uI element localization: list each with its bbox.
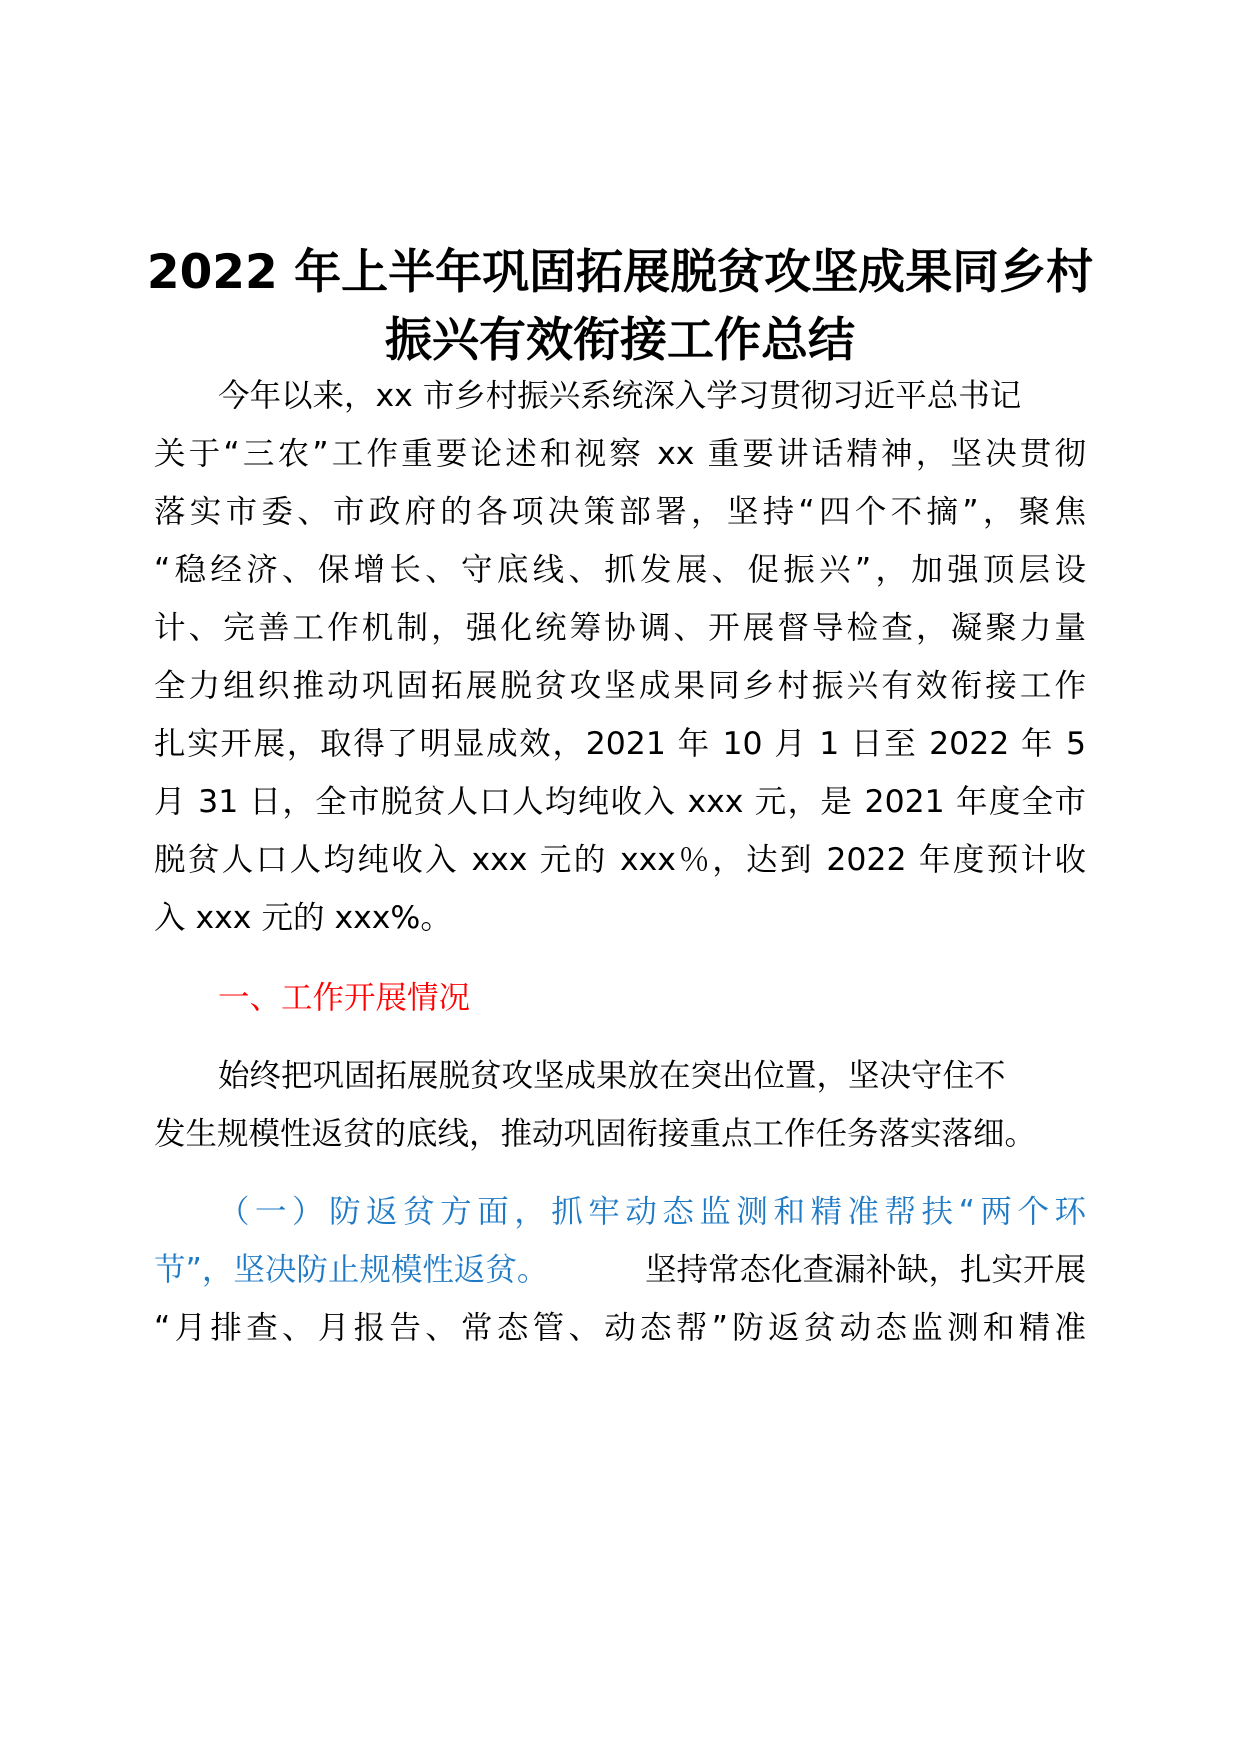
section1-line-2: 发生规模性返贫的底线，推动巩固衔接重点工作任务落实落细。	[154, 1116, 1037, 1152]
section1-line-1: 始终把巩固拓展脱贫攻坚成果放在突出位置，坚决守住不	[218, 1058, 1006, 1094]
intro-line-8: 月 31 日，全市脱贫人口人均纯收入 xxx 元，是 2021 年度全市	[154, 784, 1086, 820]
subsection1-line-3: “月排查、月报告、常态管、动态帮”防返贫动态监测和精准	[154, 1310, 1086, 1346]
subsection-heading-line-2: 节”，坚决防止规模性返贫。	[154, 1252, 549, 1288]
document-title-line-1: 2022 年上半年巩固拓展脱贫攻坚成果同乡村	[146, 245, 1094, 300]
intro-line-6: 全力组织推动巩固拓展脱贫攻坚成果同乡村振兴有效衔接工作	[154, 668, 1086, 704]
intro-line-1: 今年以来，xx 市乡村振兴系统深入学习贯彻习近平总书记	[218, 378, 1022, 414]
subsection-heading-line-1: （一）防返贫方面，抓牢动态监测和精准帮扶“两个环	[218, 1194, 1086, 1230]
subsection1-body-start: 坚持常态化查漏补缺，扎实开展	[644, 1252, 1086, 1288]
intro-line-2: 关于“三农”工作重要论述和视察 xx 重要讲话精神，坚决贯彻	[154, 436, 1086, 472]
intro-line-10: 入 xxx 元的 xxx%。	[154, 900, 452, 936]
intro-line-7: 扎实开展，取得了明显成效，2021 年 10 月 1 日至 2022 年 5	[154, 726, 1086, 762]
intro-line-9: 脱贫人口人均纯收入 xxx 元的 xxx％，达到 2022 年度预计收	[154, 842, 1086, 878]
subsection1-line-2	[154, 1248, 1086, 1292]
intro-line-3: 落实市委、市政府的各项决策部署，坚持“四个不摘”，聚焦	[154, 494, 1086, 530]
intro-line-5: 计、完善工作机制，强化统筹协调、开展督导检查，凝聚力量	[154, 610, 1086, 646]
intro-line-4: “稳经济、保增长、守底线、抓发展、促振兴”，加强顶层设	[154, 552, 1086, 588]
section-heading-1: 一、工作开展情况	[218, 980, 471, 1016]
document-title-line-2: 振兴有效衔接工作总结	[385, 313, 855, 368]
